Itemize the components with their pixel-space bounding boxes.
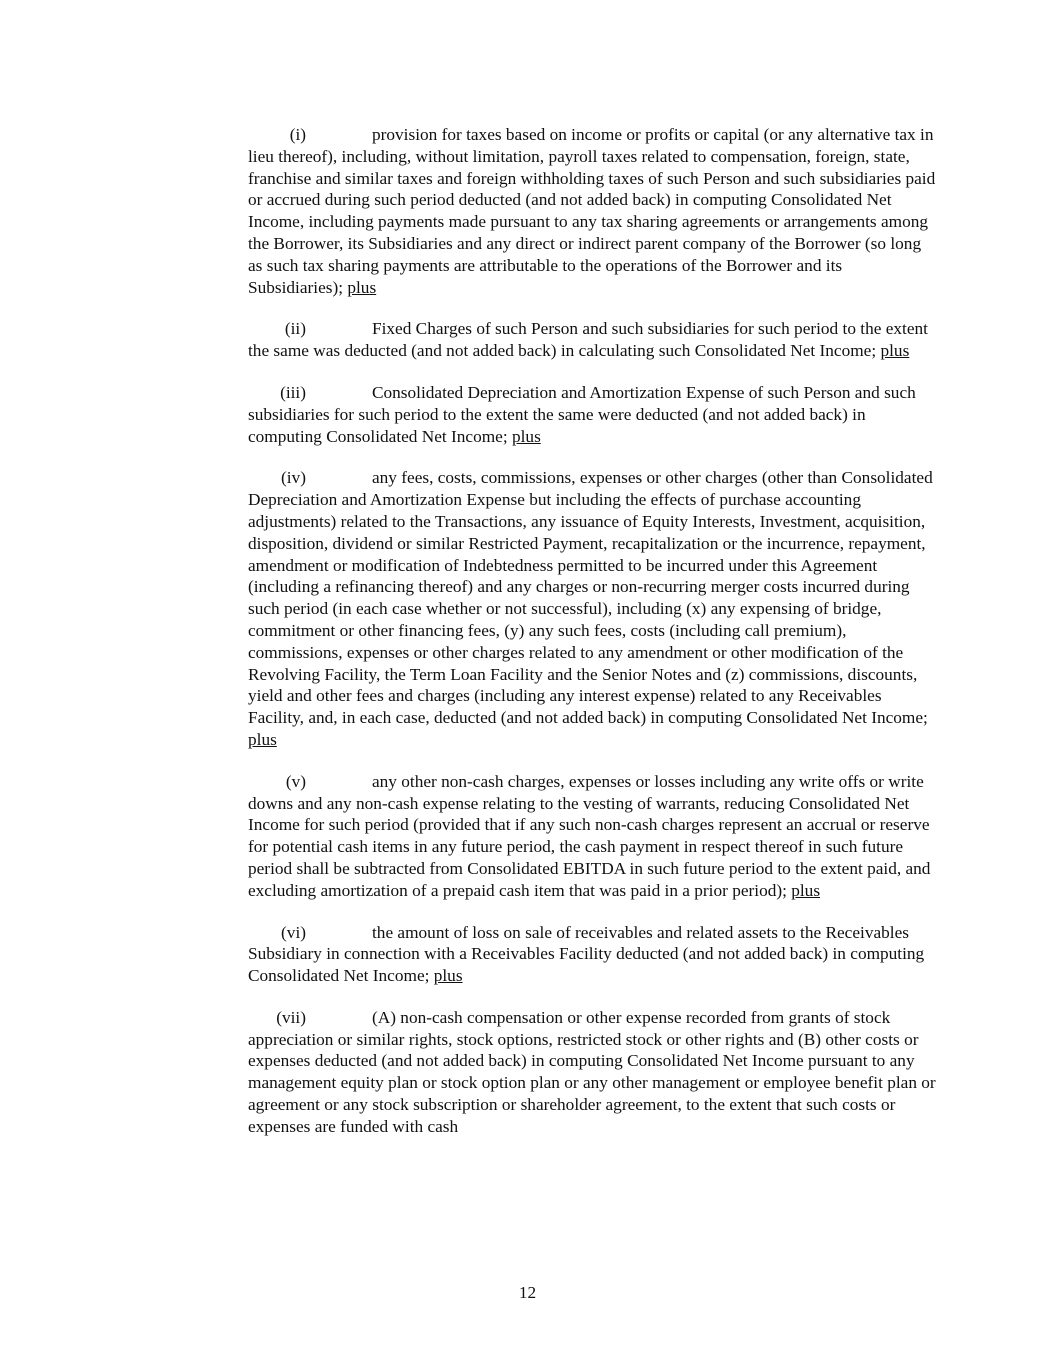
clause-i: [248, 124, 938, 298]
clause-suffix: plus: [347, 277, 377, 297]
clause-text: the amount of loss on sale of receivables and related assets to the Receivables Subsidiary in connection with a Receivables Facility deducted (and not added back) in computing Consolidated Net Income;: [248, 922, 925, 986]
clause-text: (A) non-cash compensation or other expense recorded from grants of stock appreciation or similar rights, stock options, restricted stock or other rights and (B) other costs or expenses deducted (and not added back) in computing Consolidated Net Income pursuant to any management equity plan or stock option plan or any other management or employee benefit plan or agreement or any stock subscription or shareholder agreement, to the extent that such costs or expenses are funded with cash: [248, 1007, 936, 1136]
clause-text: Fixed Charges of such Person and such subsidiaries for such period to the extent the same was deducted (and not added back) in calculating such Consolidated Net Income;: [248, 319, 928, 361]
clause-ii: [248, 318, 938, 362]
clause-number: (iii): [280, 382, 306, 402]
clause-iv: [248, 467, 938, 750]
clause-text: any fees, costs, commissions, expenses or other charges (other than Consolidated Depreciation and Amortization Expense but including the effects of purchase accounting adjustments) related to the Transactions, any issuance of Equity Interests, Investment, acquisition, disposition, dividend or similar Restricted Payment, recapitalization or the incurrence, repayment, amendment or modification of Indebtedness permitted to be incurred under this Agreement (including a refinancing thereof) and any charges or non-recurring merger costs incurred during such period (in each case whether or not successful), including (x) any expensing of bridge, commitment or other financing fees, (y) any such fees, costs (including call premium), commissions, expenses or other charges related to any amendment or other modification of the Revolving Facility, the Term Loan Facility and the Senior Notes and (z) commissions, discounts, yield and other fees and charges (including any interest expense) related to any Receivables Facility, and, in each case, deducted (and not added back) in computing Consolidated Net Income;: [248, 468, 933, 728]
clause-suffix: plus: [880, 341, 910, 361]
clause-number: (vi): [281, 922, 306, 942]
clause-number: (v): [285, 771, 306, 791]
clause-number: (vii): [276, 1007, 306, 1027]
clause-iii: [248, 382, 938, 447]
clause-text: Consolidated Depreciation and Amortization Expense of such Person and such subsidiaries for such period to the extent the same were deducted (and not added back) in computing Consolidated Net Income;: [248, 382, 916, 446]
page-number: 12: [518, 1283, 537, 1302]
clause-v: [248, 771, 938, 902]
clause-suffix: plus: [248, 729, 277, 749]
clause-vi: [248, 922, 938, 987]
clause-number: (iv): [281, 468, 306, 488]
document-body: [248, 124, 938, 1158]
clause-suffix: plus: [511, 426, 541, 446]
clause-suffix: plus: [791, 880, 821, 900]
clause-number: (ii): [284, 319, 306, 339]
clause-vii: [248, 1007, 938, 1138]
clause-suffix: plus: [433, 966, 463, 986]
clause-text: provision for taxes based on income or profits or capital (or any alternative tax in lieu thereof), including, without limitation, payroll taxes related to compensation, foreign, state, franchise and similar taxes and foreign withholding taxes of such Person and such subsidiaries paid or accrued during such period deducted (and not added back) in computing Consolidated Net Income, including payments made pursuant to any tax sharing agreements or arrangements among the Borrower, its Subsidiaries and any direct or indirect parent company of the Borrower (so long as such tax sharing payments are attributable to the operations of the Borrower and its Subsidiaries);: [248, 125, 936, 297]
clause-text: any other non-cash charges, expenses or losses including any write offs or write downs and any non-cash expense relating to the vesting of warrants, reducing Consolidated Net Income for such period (provided that if any such non-cash charges represent an accrual or reserve for potential cash items in any future period, the cash payment in respect thereof in such future period shall be subtracted from Consolidated EBITDA in such future period to the extent paid, and excluding amortization of a prepaid cash item that was paid in a prior period);: [248, 771, 931, 900]
clause-number: (i): [289, 125, 306, 144]
